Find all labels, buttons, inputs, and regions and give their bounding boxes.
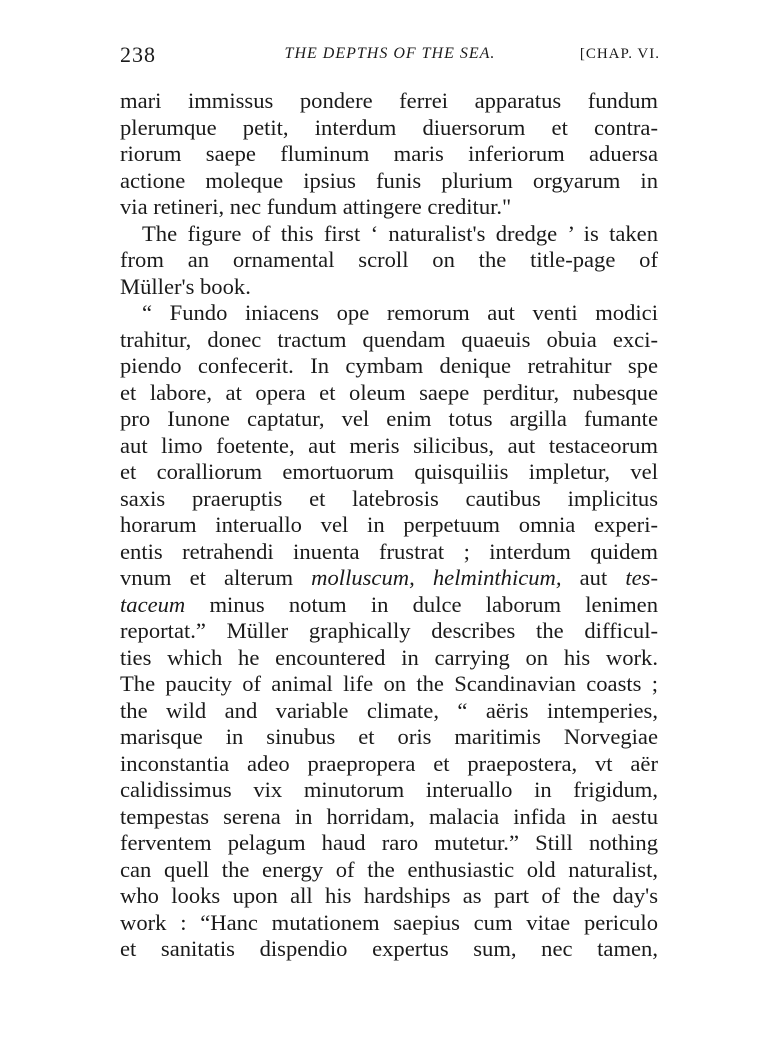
text-line: et labore, at opera et oleum saepe perditur, nubesque [120, 379, 658, 405]
text-line: horarum interuallo vel in perpetuum omnia experi- [120, 512, 658, 537]
text-line [120, 592, 658, 619]
text-line: trahitur, donec tractum quendam quaeuis obuia exci- [120, 326, 658, 352]
text-run: minus notum in dulce laborum lenimen [185, 591, 658, 617]
text-line: mari immissus pondere ferrei apparatus fundum [120, 88, 658, 113]
text-line: calidissimus vix minutorum interuallo in frigidum, [120, 777, 658, 802]
text-line: plerumque petit, interdum diuersorum et contra- [120, 114, 658, 140]
italic-term-taceum: taceum [120, 591, 186, 617]
text-line: pro Iunone captatur, vel enim totus argilla fumante [120, 406, 658, 431]
text-line [120, 565, 658, 592]
italic-term-testaceum: tes- [625, 565, 658, 590]
text-line: the wild and variable climate, “ aëris intemperies, [120, 697, 658, 723]
text-line: ties which he encountered in carrying on his work. [120, 644, 658, 670]
text-line: Müller's book. [120, 273, 251, 299]
text-line: tempestas serena in horridam, malacia infida in aestu [120, 803, 658, 829]
text-run: aut [561, 565, 626, 590]
paragraph [120, 88, 658, 221]
text-line: can quell the energy of the enthusiastic old naturalist, [120, 856, 658, 882]
text-line: ferventem pelagum haud raro mutetur.” Still nothing [120, 830, 658, 855]
text-run: vnum et alterum [120, 565, 312, 590]
text-line: aut limo foetente, aut meris silicibus, aut testaceorum [120, 432, 658, 458]
text-line: actione moleque ipsius funis plurium orgyarum in [120, 167, 658, 193]
text-line: The figure of this first ‘ naturalist's dredge ’ is taken [142, 220, 658, 246]
text-line: work : “Hanc mutationem saepius cum vitae periculo [120, 909, 658, 935]
text-line: inconstantia adeo praepropera et praepostera, vt aër [120, 750, 658, 776]
text-line: riorum saepe fluminum maris inferiorum aduersa [120, 141, 658, 166]
page-number: 238 [120, 42, 156, 67]
text-line: reportat.” Müller graphically describes the difficul- [120, 618, 658, 643]
running-title: THE DEPTHS OF THE SEA. [284, 45, 496, 62]
text-line: entis retrahendi inuenta frustrat ; interdum quidem [120, 538, 658, 564]
chapter-reference: [CHAP. VI. [579, 46, 660, 62]
paragraph [120, 300, 658, 963]
body-text [120, 88, 658, 963]
text-line: “ Fundo iniacens ope remorum aut venti modici [142, 300, 658, 325]
text-line: The paucity of animal life on the Scandinavian coasts ; [120, 671, 658, 696]
text-line: from an ornamental scroll on the title-page of [120, 247, 658, 272]
text-line: piendo confecerit. In cymbam denique retrahitur spe [120, 353, 658, 378]
page-header [120, 42, 660, 76]
italic-term-helminthicum: helminthicum, [432, 565, 562, 590]
text-line: et coralliorum emortuorum quisquiliis impletur, vel [120, 459, 658, 484]
text-line: saxis praeruptis et latebrosis cautibus implicitus [120, 485, 658, 511]
text-line: et sanitatis dispendio expertus sum, nec tamen, [120, 936, 658, 961]
text-line: marisque in sinubus et oris maritimis Norvegiae [120, 724, 658, 749]
italic-term-molluscum: molluscum, [311, 565, 415, 590]
paragraph [120, 221, 658, 301]
text-line: via retineri, nec fundum attingere creditur." [120, 194, 512, 219]
text-line: who looks upon all his hardships as part of the day's [120, 883, 658, 908]
text-run [415, 565, 433, 590]
